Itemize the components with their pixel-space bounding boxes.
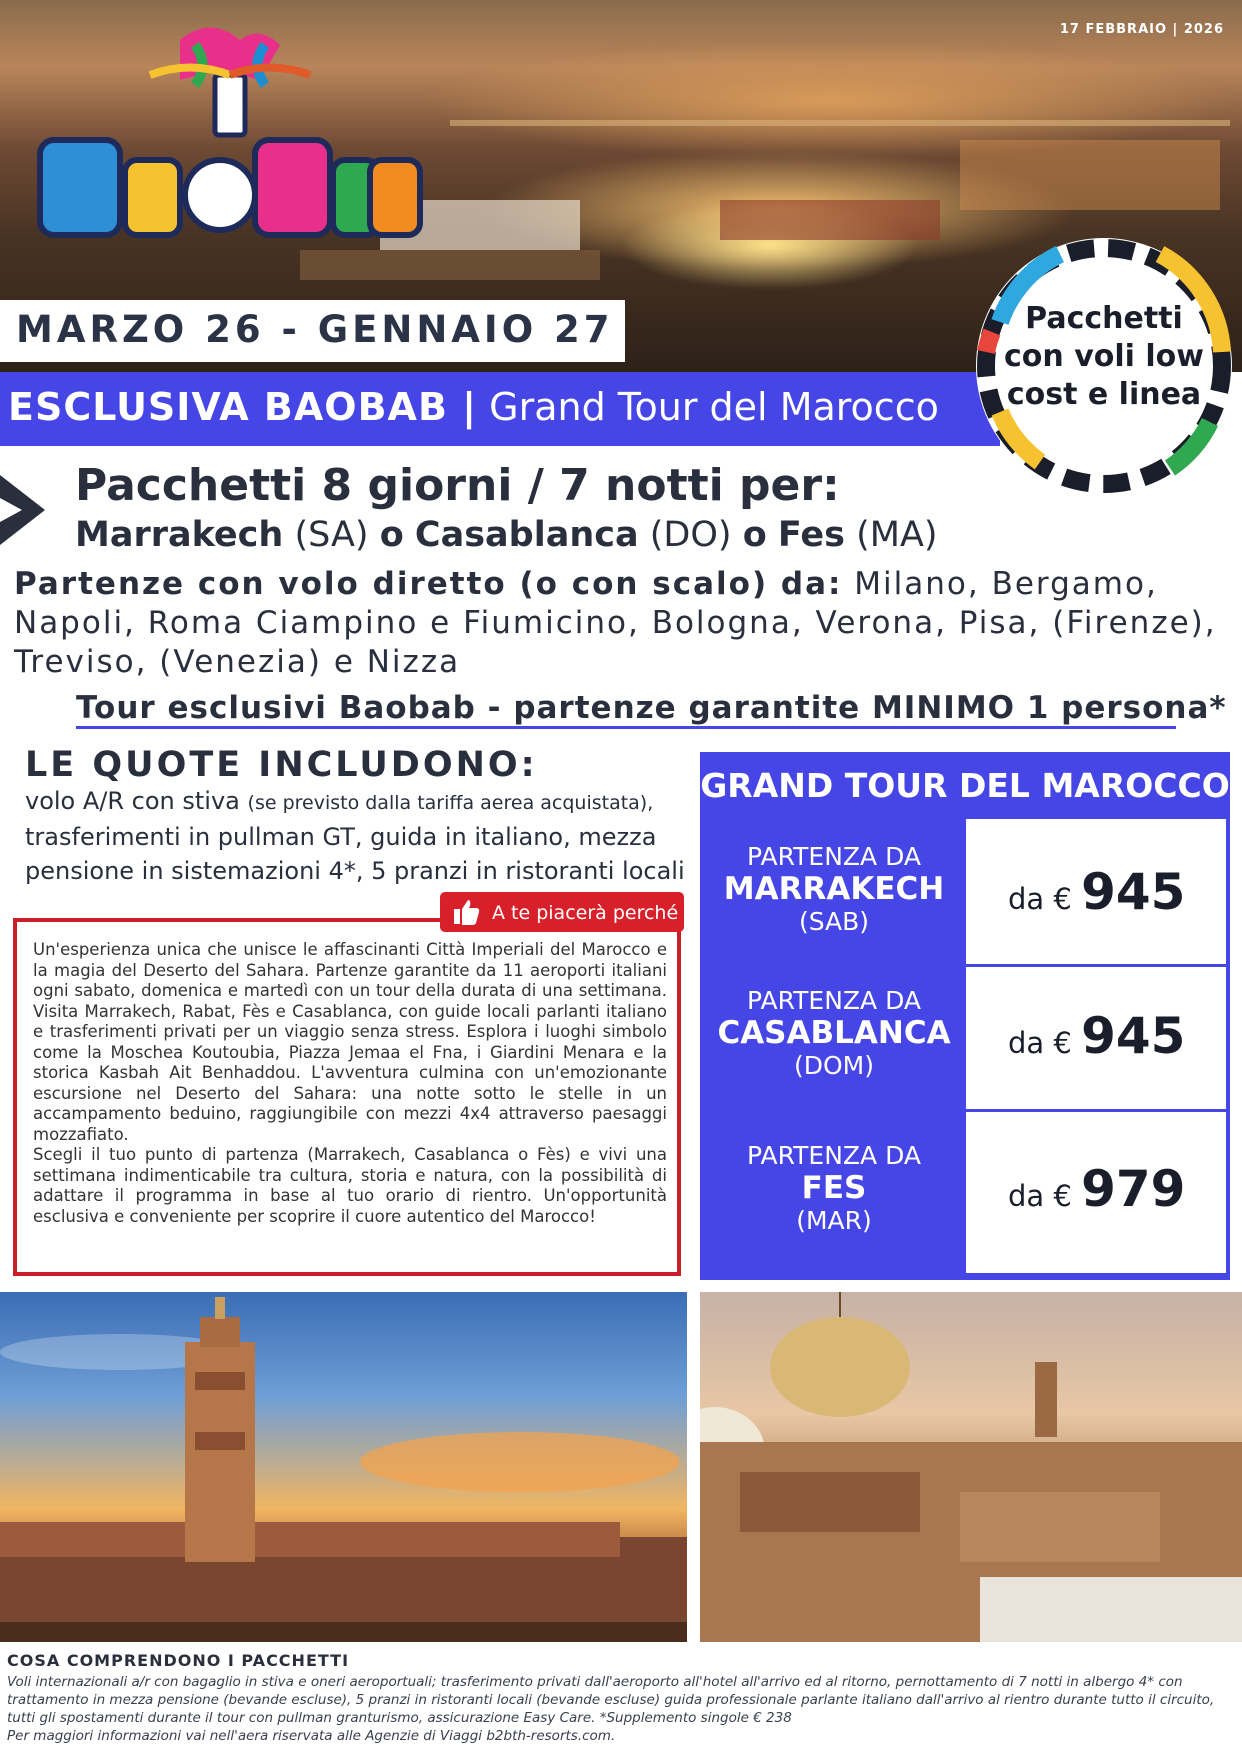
departure-day: (DOM) xyxy=(793,1051,874,1080)
price-amount: 945 xyxy=(1081,863,1186,921)
why-text xyxy=(33,940,667,1227)
includes-title: LE QUOTE INCLUDONO: xyxy=(25,745,538,785)
price-prefix: da € xyxy=(1008,1179,1072,1213)
badge-text: Pacchetti con voli low cost e linea xyxy=(1004,301,1204,412)
includes-text xyxy=(25,784,695,888)
city-marrakech: Marrakech xyxy=(75,515,284,555)
koutoubia-illustration xyxy=(0,1292,687,1642)
price-prefix: da € xyxy=(1008,882,1072,916)
price-cell xyxy=(966,819,1226,964)
baobab-logo xyxy=(30,20,430,260)
price-cell xyxy=(966,1112,1226,1273)
departure-from: PARTENZA DA xyxy=(747,986,921,1015)
why-paragraph-2: Scegli il tuo punto di partenza (Marrakech, Casablanca o Fès) e vivi una settimana indimenticabile tra cultura, storia e natura, con la possibilità di adattare il programma in base al tuo orario di rientro. Un'opportunità esclusiva e conveniente per scoprire il cuore autentico del Marocco! xyxy=(33,1145,667,1226)
exclusive-tours-line: Tour esclusivi Baobab - partenze garantite MINIMO 1 persona* xyxy=(76,690,1227,726)
departure-cell xyxy=(704,816,964,964)
issue-date: 17 FEBBRAIO | 2026 xyxy=(1059,22,1224,37)
includes-flight-note: (se previsto dalla tariffa aerea acquistata), xyxy=(247,792,654,814)
departures-label: Partenze con volo diretto (o con scalo) da: xyxy=(14,566,843,602)
city-casablanca: Casablanca xyxy=(414,515,639,555)
departure-day: (MAR) xyxy=(796,1206,872,1235)
departure-from: PARTENZA DA xyxy=(747,1141,921,1170)
price-amount: 945 xyxy=(1081,1007,1186,1065)
chevron-right-icon xyxy=(0,470,60,550)
photo-marrakech-rooftops xyxy=(700,1292,1242,1642)
thumbs-up-icon xyxy=(454,898,480,926)
price-table-title: GRAND TOUR DEL MAROCCO xyxy=(700,766,1230,805)
why-paragraph-1: Un'esperienza unica che unisce le affascinanti Città Imperiali del Marocco e la magia del Deserto del Sahara. Partenze garantite da 11 aeroporti italiani ogni sabato, domenica e martedì con un tour della durata di una settimana. Visita Marrakech, Rabat, Fès e Casablanca, con guide locali parlanti italiano e trasferimenti privati per un viaggio senza stress. Esplora i luoghi simbolo come la Moschea Koutoubia, Piazza Jemaa el Fna, i Giardini Menara e la storica Kasbah Ait Benhaddou. L'avventura culmina con un'emozionante escursione nel Deserto del Sahara: una notte sotto le stelle in un accampamento beduino, raggiungibile con mezzi 4x4 attraverso paesaggi mozzafiato. xyxy=(33,940,667,1144)
packages-cities xyxy=(75,515,938,555)
departure-city: MARRAKECH xyxy=(723,871,945,907)
day-casablanca: (DO) xyxy=(649,515,732,555)
departure-day: (SAB) xyxy=(798,907,870,936)
price-value xyxy=(1008,863,1185,921)
baobab-tree-icon xyxy=(30,20,430,260)
departure-cell xyxy=(704,1109,964,1276)
price-value xyxy=(1008,1160,1185,1218)
departure-city: CASABLANCA xyxy=(717,1015,951,1051)
price-row-marrakech xyxy=(700,816,1230,964)
includes-services: trasferimenti in pullman GT, guida in italiano, mezza pensione in sistemazioni 4*, 5 pranzi in ristoranti locali xyxy=(25,823,685,885)
footer-details: Voli internazionali a/r con bagaglio in stiva e oneri aeroportuali; trasferimento privati dall'aeroporto all'hotel all'arrivo ed al ritorno, pernottamento di 7 notti in albergo 4* con trattamento in mezza pensione (bevande escluse), 5 pranzi in ristoranti locali (bevande escluse) guida professionale parlante italiano dall'arrivo al rientro durante tutto il circuito, tutti gli spostamenti durante il tour con pullman granturismo, assicurazione Easy Care. *Supplemento singole € 238 xyxy=(7,1674,1215,1726)
photo-koutoubia-mosque xyxy=(0,1292,687,1642)
departure-city: FES xyxy=(801,1170,867,1206)
price-cell xyxy=(966,967,1226,1109)
why-label-pill xyxy=(440,892,684,932)
departure-from: PARTENZA DA xyxy=(747,842,921,871)
departure-cell xyxy=(704,964,964,1109)
conj-2: o xyxy=(742,515,767,555)
price-row-fes xyxy=(700,1109,1230,1276)
day-marrakech: (SA) xyxy=(294,515,369,555)
season-dates: MARZO 26 - GENNAIO 27 xyxy=(16,308,614,351)
rooftops-illustration xyxy=(700,1292,1242,1642)
price-amount: 979 xyxy=(1081,1160,1186,1218)
price-row-casablanca xyxy=(700,964,1230,1109)
band-bold: ESCLUSIVA BAOBAB | xyxy=(8,385,478,429)
band-regular: Grand Tour del Marocco xyxy=(489,385,939,429)
day-fes: (MA) xyxy=(856,515,938,555)
price-table xyxy=(700,752,1230,1280)
title-band-text xyxy=(8,385,939,429)
departures-list: Milano, Bergamo, Napoli, Roma Ciampino e Fiumicino, Bologna, Verona, Pisa, (Firenze), Treviso, (Venezia) e Nizza xyxy=(14,566,1217,680)
price-prefix: da € xyxy=(1008,1026,1072,1060)
city-fes: Fes xyxy=(777,515,845,555)
exclusive-underline xyxy=(76,726,1176,729)
includes-flight: volo A/R con stiva xyxy=(25,787,240,815)
departures-info xyxy=(14,565,1234,682)
why-label: A te piacerà perché xyxy=(492,902,679,924)
footer-text xyxy=(7,1673,1235,1745)
conj-1: o xyxy=(379,515,404,555)
why-box xyxy=(13,918,681,1276)
price-value xyxy=(1008,1007,1185,1065)
footer-info: Per maggiori informazioni vai nell'aera riservata alle Agenzie di Viaggi b2bth-resorts.com. xyxy=(7,1728,616,1744)
footer-title: COSA COMPRENDONO I PACCHETTI xyxy=(7,1651,350,1670)
packages-title: Pacchetti 8 giorni / 7 notti per: xyxy=(75,460,840,511)
